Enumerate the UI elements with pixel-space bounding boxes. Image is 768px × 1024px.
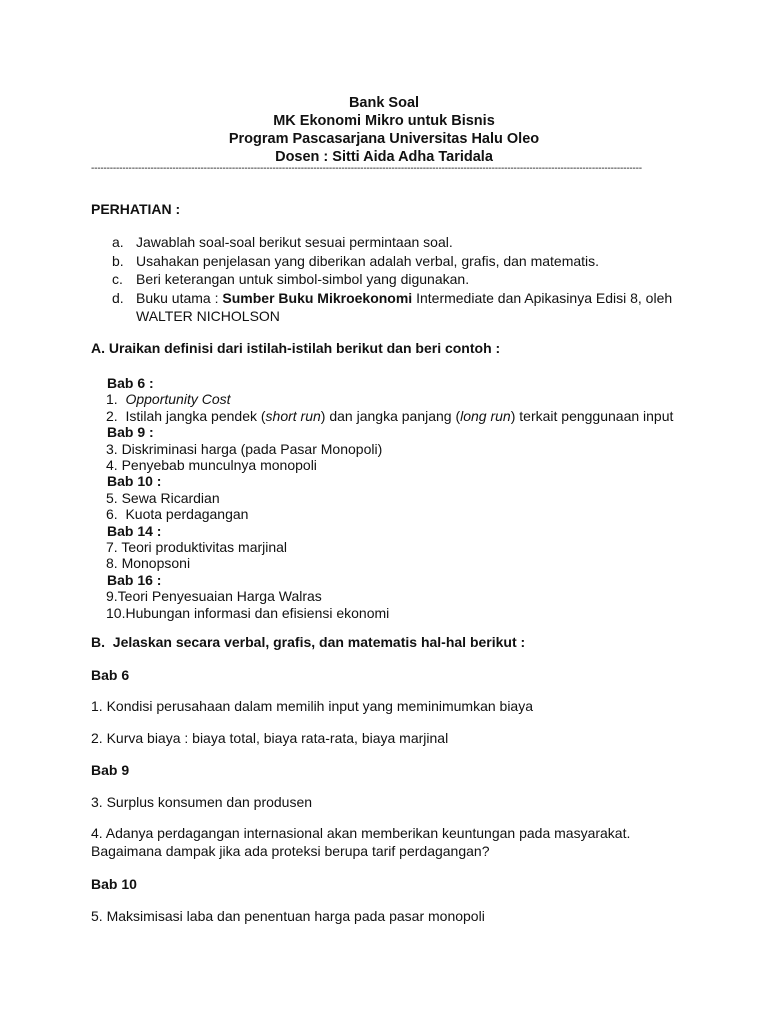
question-item: 5. Sewa Ricardian (106, 489, 220, 506)
question-item: 9.Teori Penyesuaian Harga Walras (106, 588, 322, 605)
notice-list (112, 233, 672, 326)
notice-item-suffix: Intermediate dan Apikasinya Edisi 8, oleh (412, 289, 673, 306)
chapter-heading: Bab 10 (91, 876, 137, 892)
notice-book-author: WALTER NICHOLSON (136, 308, 280, 324)
chapter-heading: Bab 10 : (107, 473, 162, 490)
notice-item-text: Beri keterangan untuk simbol-simbol yang digunakan. (136, 271, 470, 287)
question-item: 10.Hubungan informasi dan efisiensi ekonomi (106, 604, 390, 621)
chapter-heading: Bab 14 : (107, 522, 162, 539)
question-item: 3. Surplus konsumen dan produsen (91, 794, 313, 810)
header-lecturer: Dosen : Sitti Aida Adha Taridala (275, 149, 493, 165)
question-item: 7. Teori produktivitas marjinal (106, 539, 288, 556)
notice-item-letter: b. (112, 252, 124, 269)
chapter-heading: Bab 16 : (107, 571, 162, 588)
section-a-list (107, 375, 673, 621)
question-item: 8. Monopsoni (106, 555, 191, 572)
question-text: ) dan jangka panjang ( (320, 407, 461, 424)
question-term: short run (265, 407, 321, 424)
question-item: 2. Kurva biaya : biaya total, biaya rata-rata, biaya marjinal (91, 730, 449, 746)
notice-item-text: Usahakan penjelasan yang diberikan adalah verbal, grafis, dan matematis. (136, 252, 600, 269)
notice-title: PERHATIAN : (91, 201, 181, 217)
notice-book-title: Sumber Buku Mikroekonomi (222, 289, 413, 306)
notice-item-prefix: Buku utama : (136, 289, 223, 306)
notice-item (112, 252, 672, 271)
question-number: 1. (106, 391, 118, 408)
chapter-heading: Bab 6 (91, 667, 130, 683)
notice-item-letter: d. (112, 289, 124, 306)
chapter-heading: Bab 9 (91, 762, 130, 778)
question-item: 5. Maksimisasi laba dan penentuan harga pada pasar monopoli (91, 908, 485, 924)
header-course: MK Ekonomi Mikro untuk Bisnis (273, 113, 495, 129)
question-item (106, 391, 673, 407)
question-item: 4. Adanya perdagangan internasional akan memberikan keuntungan pada masyarakat. (91, 825, 631, 841)
notice-item-letter: c. (112, 271, 123, 287)
question-item: 3. Diskriminasi harga (pada Pasar Monopoli) (106, 440, 383, 457)
chapter-heading: Bab 6 : (107, 375, 154, 391)
header-title: Bank Soal (348, 95, 420, 111)
question-term: Opportunity Cost (125, 391, 231, 408)
question-term: long run (460, 407, 511, 424)
question-item: 6. Kuota perdagangan (106, 506, 249, 523)
chapter-heading: Bab 9 : (107, 424, 154, 441)
notice-item (112, 270, 672, 289)
document-header (0, 94, 768, 166)
separator-line: -------------------------------------------------------------------------------------------------------------------------------------------------------------------------------- (91, 163, 642, 174)
header-program: Program Pascasarjana Universitas Halu Oleo (228, 131, 540, 147)
notice-item (112, 233, 672, 252)
question-text: 2. Istilah jangka pendek ( (106, 407, 266, 424)
question-item: 1. Kondisi perusahaan dalam memilih input yang meminimumkan biaya (91, 698, 534, 714)
question-item: 4. Penyebab munculnya monopoli (106, 457, 317, 474)
notice-item-text: Jawablah soal-soal berikut sesuai permintaan soal. (136, 234, 453, 250)
section-b-title: B. Jelaskan secara verbal, grafis, dan matematis hal-hal berikut : (91, 634, 526, 650)
notice-item (112, 289, 672, 326)
notice-item-letter: a. (112, 234, 124, 250)
question-item (106, 408, 673, 424)
section-a-title: A. Uraikan definisi dari istilah-istilah berikut dan beri contoh : (91, 340, 501, 356)
question-text: ) terkait penggunaan input (510, 407, 674, 424)
question-item-continuation: Bagaimana dampak jika ada proteksi berupa tarif perdagangan? (91, 843, 490, 859)
